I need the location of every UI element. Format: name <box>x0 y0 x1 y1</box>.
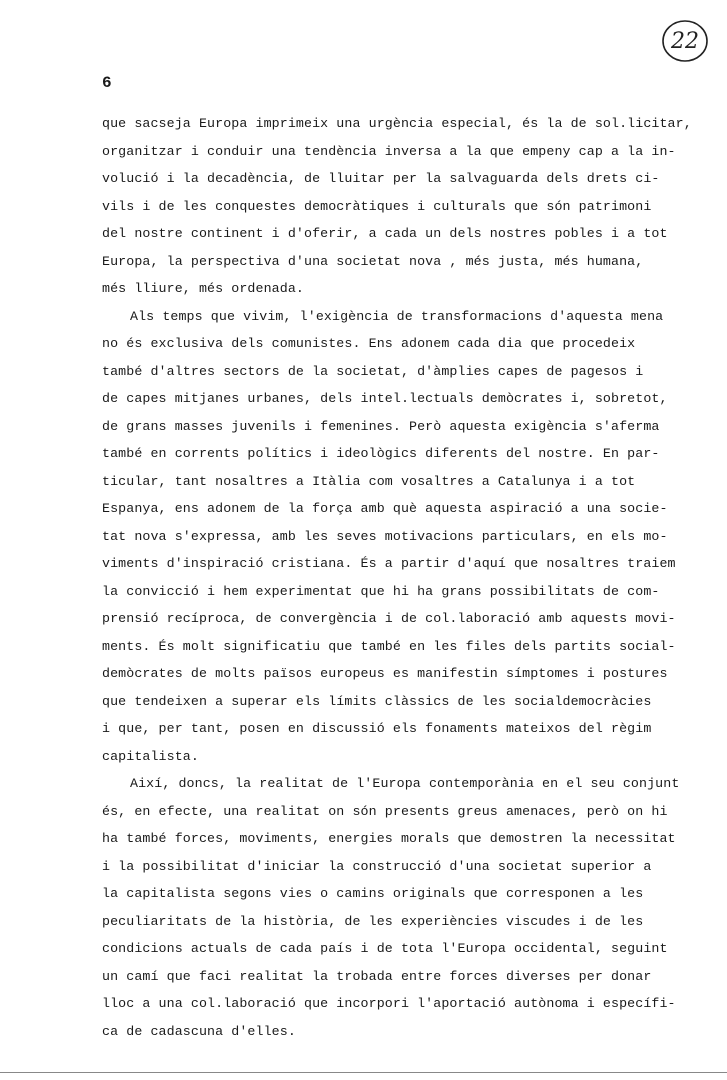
text-line: i que, per tant, posen en discussió els fonaments mateixos del règim <box>102 721 652 736</box>
folio-number: 22 <box>671 28 699 54</box>
text-line: vils i de les conquestes democràtiques i culturals que són patrimoni <box>102 198 652 214</box>
text-line: més lliure, més ordenada. <box>102 281 304 296</box>
text-line: la capitalista segons vies o camins originals que corresponen a les <box>102 886 644 901</box>
text-line: no és exclusiva dels comunistes. Ens adonem cada dia que procedeix <box>102 336 636 351</box>
text-line: i la possibilitat d'iniciar la construcció d'una societat superior a <box>102 858 652 874</box>
text-line: ticular, tant nosaltres a Itàlia com vosaltres a Catalunya i a tot <box>102 473 636 489</box>
text-line: volució i la decadència, de lluitar per la salvaguarda dels drets ci- <box>102 171 660 186</box>
text-line: Europa, la perspectiva d'una societat nova , més justa, més humana, <box>102 253 644 269</box>
document-body <box>102 110 714 1045</box>
text-line: organitzar i conduir una tendència inversa a la que empeny cap a la in- <box>102 143 676 159</box>
page-bottom-edge <box>0 1072 727 1073</box>
text-line: que sacseja Europa imprimeix una urgència especial, és la de sol.licitar, <box>102 116 692 131</box>
text-line: de grans masses juvenils i femenines. Però aquesta exigència s'aferma <box>102 418 660 434</box>
text-line: capitalista. <box>102 748 199 764</box>
text-line: de capes mitjanes urbanes, dels intel.lectuals demòcrates i, sobretot, <box>102 391 668 406</box>
text-line: condicions actuals de cada país i de tota l'Europa occidental, seguint <box>102 941 668 956</box>
text-line: que tendeixen a superar els límits clàssics de les socialdemocràcies <box>102 693 652 709</box>
text-line: també d'altres sectors de la societat, d'àmplies capes de pagesos i <box>102 363 644 379</box>
text-line: tat nova s'expressa, amb les seves motivacions particulars, en els mo- <box>102 528 668 544</box>
text-line: demòcrates de molts països europeus es manifestin símptomes i postures <box>102 666 668 681</box>
text-line: ments. És molt significatiu que també en les files dels partits social- <box>102 638 676 654</box>
text-line: és, en efecte, una realitat on són presents greus amenaces, però on hi <box>102 803 668 819</box>
text-line: Als temps que vivim, l'exigència de transformacions d'aquesta mena <box>130 308 664 324</box>
text-line: també en corrents polítics i ideològics diferents del nostre. En par- <box>102 446 660 461</box>
text-line: ca de cadascuna d'elles. <box>102 1023 296 1039</box>
text-line: viments d'inspiració cristiana. És a partir d'aquí que nosaltres traiem <box>102 556 676 571</box>
folio-mark <box>660 18 710 64</box>
page-number: 6 <box>102 74 112 92</box>
text-line: la convicció i hem experimentat que hi ha grans possibilitats de com- <box>102 583 660 599</box>
text-line: Així, doncs, la realitat de l'Europa contemporània en el seu conjunt <box>130 776 680 791</box>
text-line: del nostre continent i d'oferir, a cada un dels nostres pobles i a tot <box>102 226 668 241</box>
text-line: Espanya, ens adonem de la força amb què aquesta aspiració a una socie- <box>102 501 668 516</box>
text-line: ha també forces, moviments, energies morals que demostren la necessitat <box>102 831 676 846</box>
text-line: un camí que faci realitat la trobada entre forces diverses per donar <box>102 968 652 984</box>
text-line: prensió recíproca, de convergència i de col.laboració amb aquests movi- <box>102 611 676 626</box>
text-line: lloc a una col.laboració que incorpori l'aportació autònoma i específi- <box>102 996 676 1011</box>
text-line: peculiaritats de la història, de les experiències viscudes i de les <box>102 913 644 929</box>
